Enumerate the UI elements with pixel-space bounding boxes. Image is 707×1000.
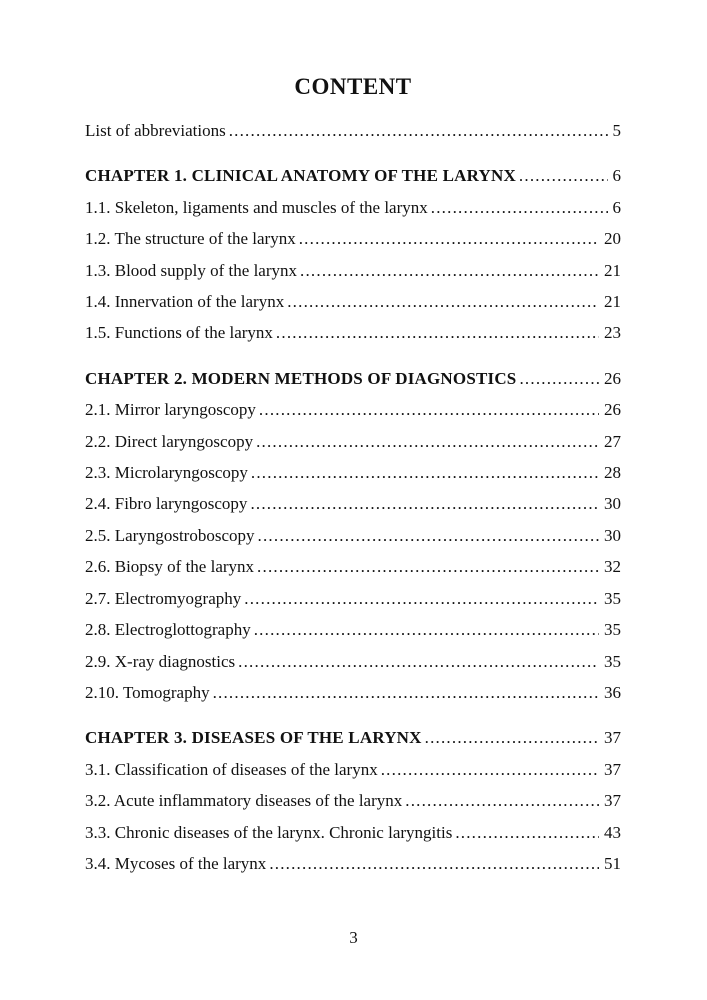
dot-leader: [455, 817, 599, 848]
toc-entry-label: 1.2. The structure of the larynx: [85, 229, 296, 249]
toc-entry-page: 21: [604, 260, 621, 280]
dot-leader: [519, 363, 599, 394]
table-of-contents: [85, 115, 621, 879]
toc-entry-page: 35: [604, 651, 621, 671]
toc-entry-page: 30: [604, 494, 621, 514]
dot-leader: [213, 677, 599, 708]
dot-leader: [269, 848, 599, 879]
toc-entry-label: 2.3. Microlaryngoscopy: [85, 463, 248, 483]
dot-leader: [519, 160, 608, 191]
toc-entry-label: 1.5. Functions of the larynx: [85, 323, 273, 343]
toc-entry-label: 1.3. Blood supply of the larynx: [85, 260, 298, 280]
dot-leader: [229, 115, 608, 146]
toc-entry-label: 2.1. Mirror laryngoscopy: [85, 400, 256, 420]
toc-entry-page: 35: [604, 588, 621, 608]
dot-leader: [256, 426, 599, 457]
toc-entry-page: 20: [604, 229, 621, 249]
toc-row: [85, 394, 621, 425]
toc-row: [85, 115, 621, 146]
toc-entry-label: 1.4. Innervation of the larynx: [85, 292, 285, 312]
toc-row: [85, 255, 621, 286]
toc-row: [85, 677, 621, 708]
dot-leader: [238, 646, 599, 677]
toc-row: [85, 520, 621, 551]
toc-entry-label: 2.10. Tomography: [85, 682, 210, 702]
toc-entry-page: 26: [604, 400, 621, 420]
toc-entry-page: 6: [612, 166, 621, 186]
page-number: 3: [349, 928, 358, 947]
toc-entry-label: 2.7. Electromyography: [85, 588, 242, 608]
dot-leader: [431, 192, 608, 223]
toc-row: [85, 317, 621, 348]
toc-entry-label: 2.2. Direct laryngoscopy: [85, 431, 254, 451]
toc-entry-label: 2.8. Electroglottography: [85, 620, 251, 640]
dot-leader: [381, 754, 599, 785]
dot-leader: [251, 457, 599, 488]
toc-row-chapter: [85, 722, 621, 753]
toc-entry-label: 2.9. X-ray diagnostics: [85, 651, 236, 671]
toc-row-chapter: [85, 160, 621, 191]
dot-leader: [258, 520, 599, 551]
toc-entry-page: 28: [604, 463, 621, 483]
toc-row: [85, 488, 621, 519]
toc-entry-label: 2.4. Fibro laryngoscopy: [85, 494, 248, 514]
toc-entry-page: 6: [612, 197, 621, 217]
dot-leader: [425, 722, 599, 753]
toc-row: [85, 848, 621, 879]
toc-entry-page: 36: [604, 682, 621, 702]
toc-entry-page: 27: [604, 431, 621, 451]
dot-leader: [259, 394, 599, 425]
toc-entry-label: CHAPTER 1. CLINICAL ANATOMY OF THE LARYNX: [85, 166, 516, 186]
dot-leader: [244, 583, 599, 614]
toc-entry-page: 37: [604, 728, 621, 748]
toc-row: [85, 785, 621, 816]
toc-entry-label: 3.2. Acute inflammatory diseases of the larynx: [85, 791, 403, 811]
toc-entry-label: 1.1. Skeleton, ligaments and muscles of the larynx: [85, 197, 428, 217]
toc-entry-page: 26: [604, 368, 621, 388]
toc-row: [85, 223, 621, 254]
toc-entry-page: 37: [604, 759, 621, 779]
toc-entry-page: 35: [604, 620, 621, 640]
page-title: CONTENT: [294, 74, 412, 99]
toc-entry-label: List of abbreviations: [85, 121, 226, 140]
toc-entry-label: CHAPTER 2. MODERN METHODS OF DIAGNOSTICS: [85, 368, 517, 388]
toc-entry-page: 21: [604, 292, 621, 312]
toc-row-chapter: [85, 363, 621, 394]
toc-entry-page: 32: [604, 557, 621, 577]
toc-entry-label: 2.6. Biopsy of the larynx: [85, 557, 255, 577]
toc-row: [85, 551, 621, 582]
dot-leader: [405, 785, 599, 816]
dot-leader: [300, 255, 599, 286]
toc-row: [85, 457, 621, 488]
toc-row: [85, 192, 621, 223]
dot-leader: [250, 488, 599, 519]
dot-leader: [257, 551, 599, 582]
toc-entry-page: 43: [604, 822, 621, 842]
dot-leader: [276, 317, 599, 348]
toc-entry-label: 2.5. Laryngostroboscopy: [85, 525, 255, 545]
toc-row: [85, 817, 621, 848]
toc-row: [85, 754, 621, 785]
toc-entry-label: 3.3. Chronic diseases of the larynx. Chronic laryngitis: [85, 822, 453, 842]
toc-entry-label: 3.1. Classification of diseases of the larynx: [85, 759, 378, 779]
toc-entry-label: CHAPTER 3. DISEASES OF THE LARYNX: [85, 728, 422, 748]
toc-row: [85, 646, 621, 677]
toc-row: [85, 426, 621, 457]
toc-entry-label: 3.4. Mycoses of the larynx: [85, 853, 267, 873]
toc-entry-page: 23: [604, 323, 621, 343]
dot-leader: [254, 614, 599, 645]
toc-row: [85, 286, 621, 317]
toc-entry-page: 5: [612, 121, 621, 140]
dot-leader: [299, 223, 599, 254]
toc-entry-page: 37: [604, 791, 621, 811]
toc-entry-page: 51: [604, 853, 621, 873]
dot-leader: [287, 286, 599, 317]
toc-row: [85, 583, 621, 614]
toc-entry-page: 30: [604, 525, 621, 545]
toc-row: [85, 614, 621, 645]
